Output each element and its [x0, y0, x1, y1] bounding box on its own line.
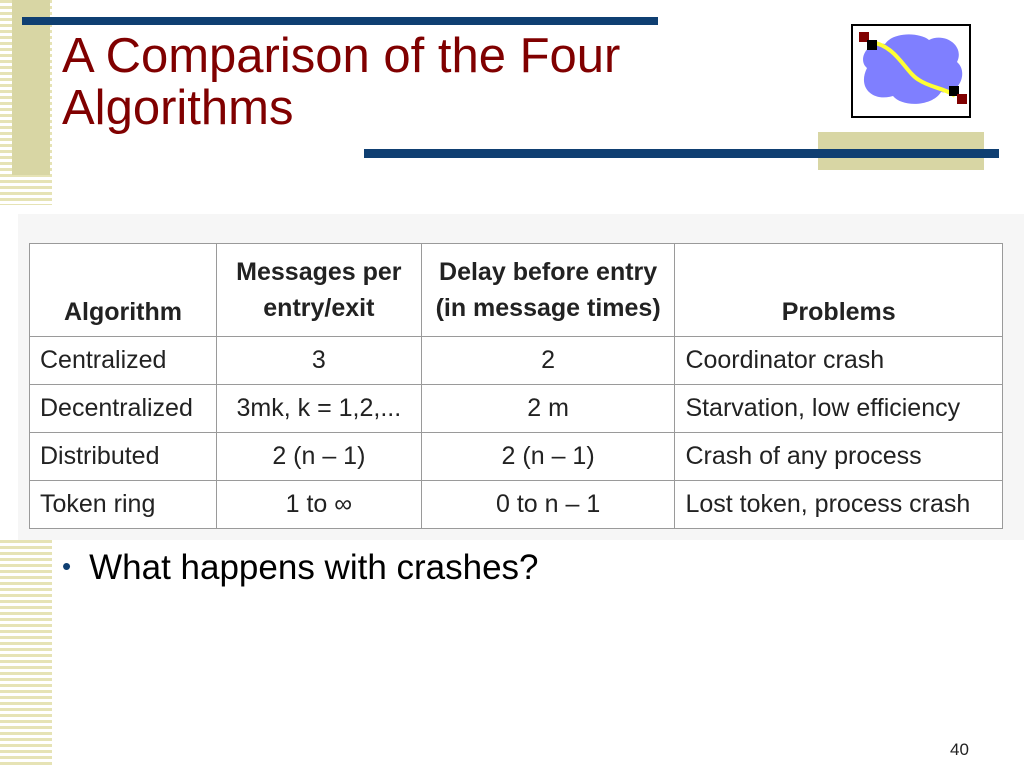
cell-problems: Lost token, process crash [675, 481, 1003, 529]
cell-algorithm: Distributed [30, 433, 217, 481]
cell-algorithm: Centralized [30, 337, 217, 385]
cell-messages: 3mk, k = 1,2,... [216, 385, 421, 433]
left-stripes-bottom [0, 540, 52, 768]
table-row [30, 385, 1003, 433]
title-top-rule [22, 17, 658, 25]
comparison-table [29, 243, 1003, 529]
table-row [30, 433, 1003, 481]
bullet-text: What happens with crashes? [89, 548, 539, 587]
cell-delay: 2 m [421, 385, 675, 433]
slide-title [62, 30, 762, 134]
cell-delay: 2 (n – 1) [421, 433, 675, 481]
slide-title-line-1: A Comparison of the Four [62, 29, 621, 83]
header-delay [421, 244, 675, 337]
slide-title-line-2: Algorithms [62, 81, 294, 135]
header-delay-line-1: Delay before entry [439, 258, 658, 286]
cell-delay: 0 to n – 1 [421, 481, 675, 529]
cell-problems: Coordinator crash [675, 337, 1003, 385]
bullet-item [62, 548, 539, 588]
table-row [30, 481, 1003, 529]
cell-messages: 1 to ∞ [216, 481, 421, 529]
header-problems [675, 244, 1003, 337]
title-bottom-rule [364, 149, 999, 158]
cell-algorithm: Decentralized [30, 385, 217, 433]
header-messages-line-1: Messages per [236, 258, 402, 286]
cell-problems: Starvation, low efficiency [675, 385, 1003, 433]
cell-algorithm: Token ring [30, 481, 217, 529]
page-number: 40 [950, 740, 969, 759]
table-header-row [30, 244, 1003, 337]
left-accent-bar [12, 0, 50, 175]
bullet-icon: • [62, 551, 72, 581]
header-messages-line-2: entry/exit [263, 294, 375, 322]
table-row [30, 337, 1003, 385]
cell-messages: 2 (n – 1) [216, 433, 421, 481]
header-delay-line-2: (in message times) [435, 294, 661, 322]
header-problems-text: Problems [781, 298, 896, 326]
cell-delay: 2 [421, 337, 675, 385]
header-algorithm-text: Algorithm [63, 298, 182, 326]
cell-messages: 3 [216, 337, 421, 385]
logo [851, 24, 971, 118]
cell-problems: Crash of any process [675, 433, 1003, 481]
header-algorithm [30, 244, 217, 337]
header-messages [216, 244, 421, 337]
network-cloud-icon [853, 26, 969, 116]
